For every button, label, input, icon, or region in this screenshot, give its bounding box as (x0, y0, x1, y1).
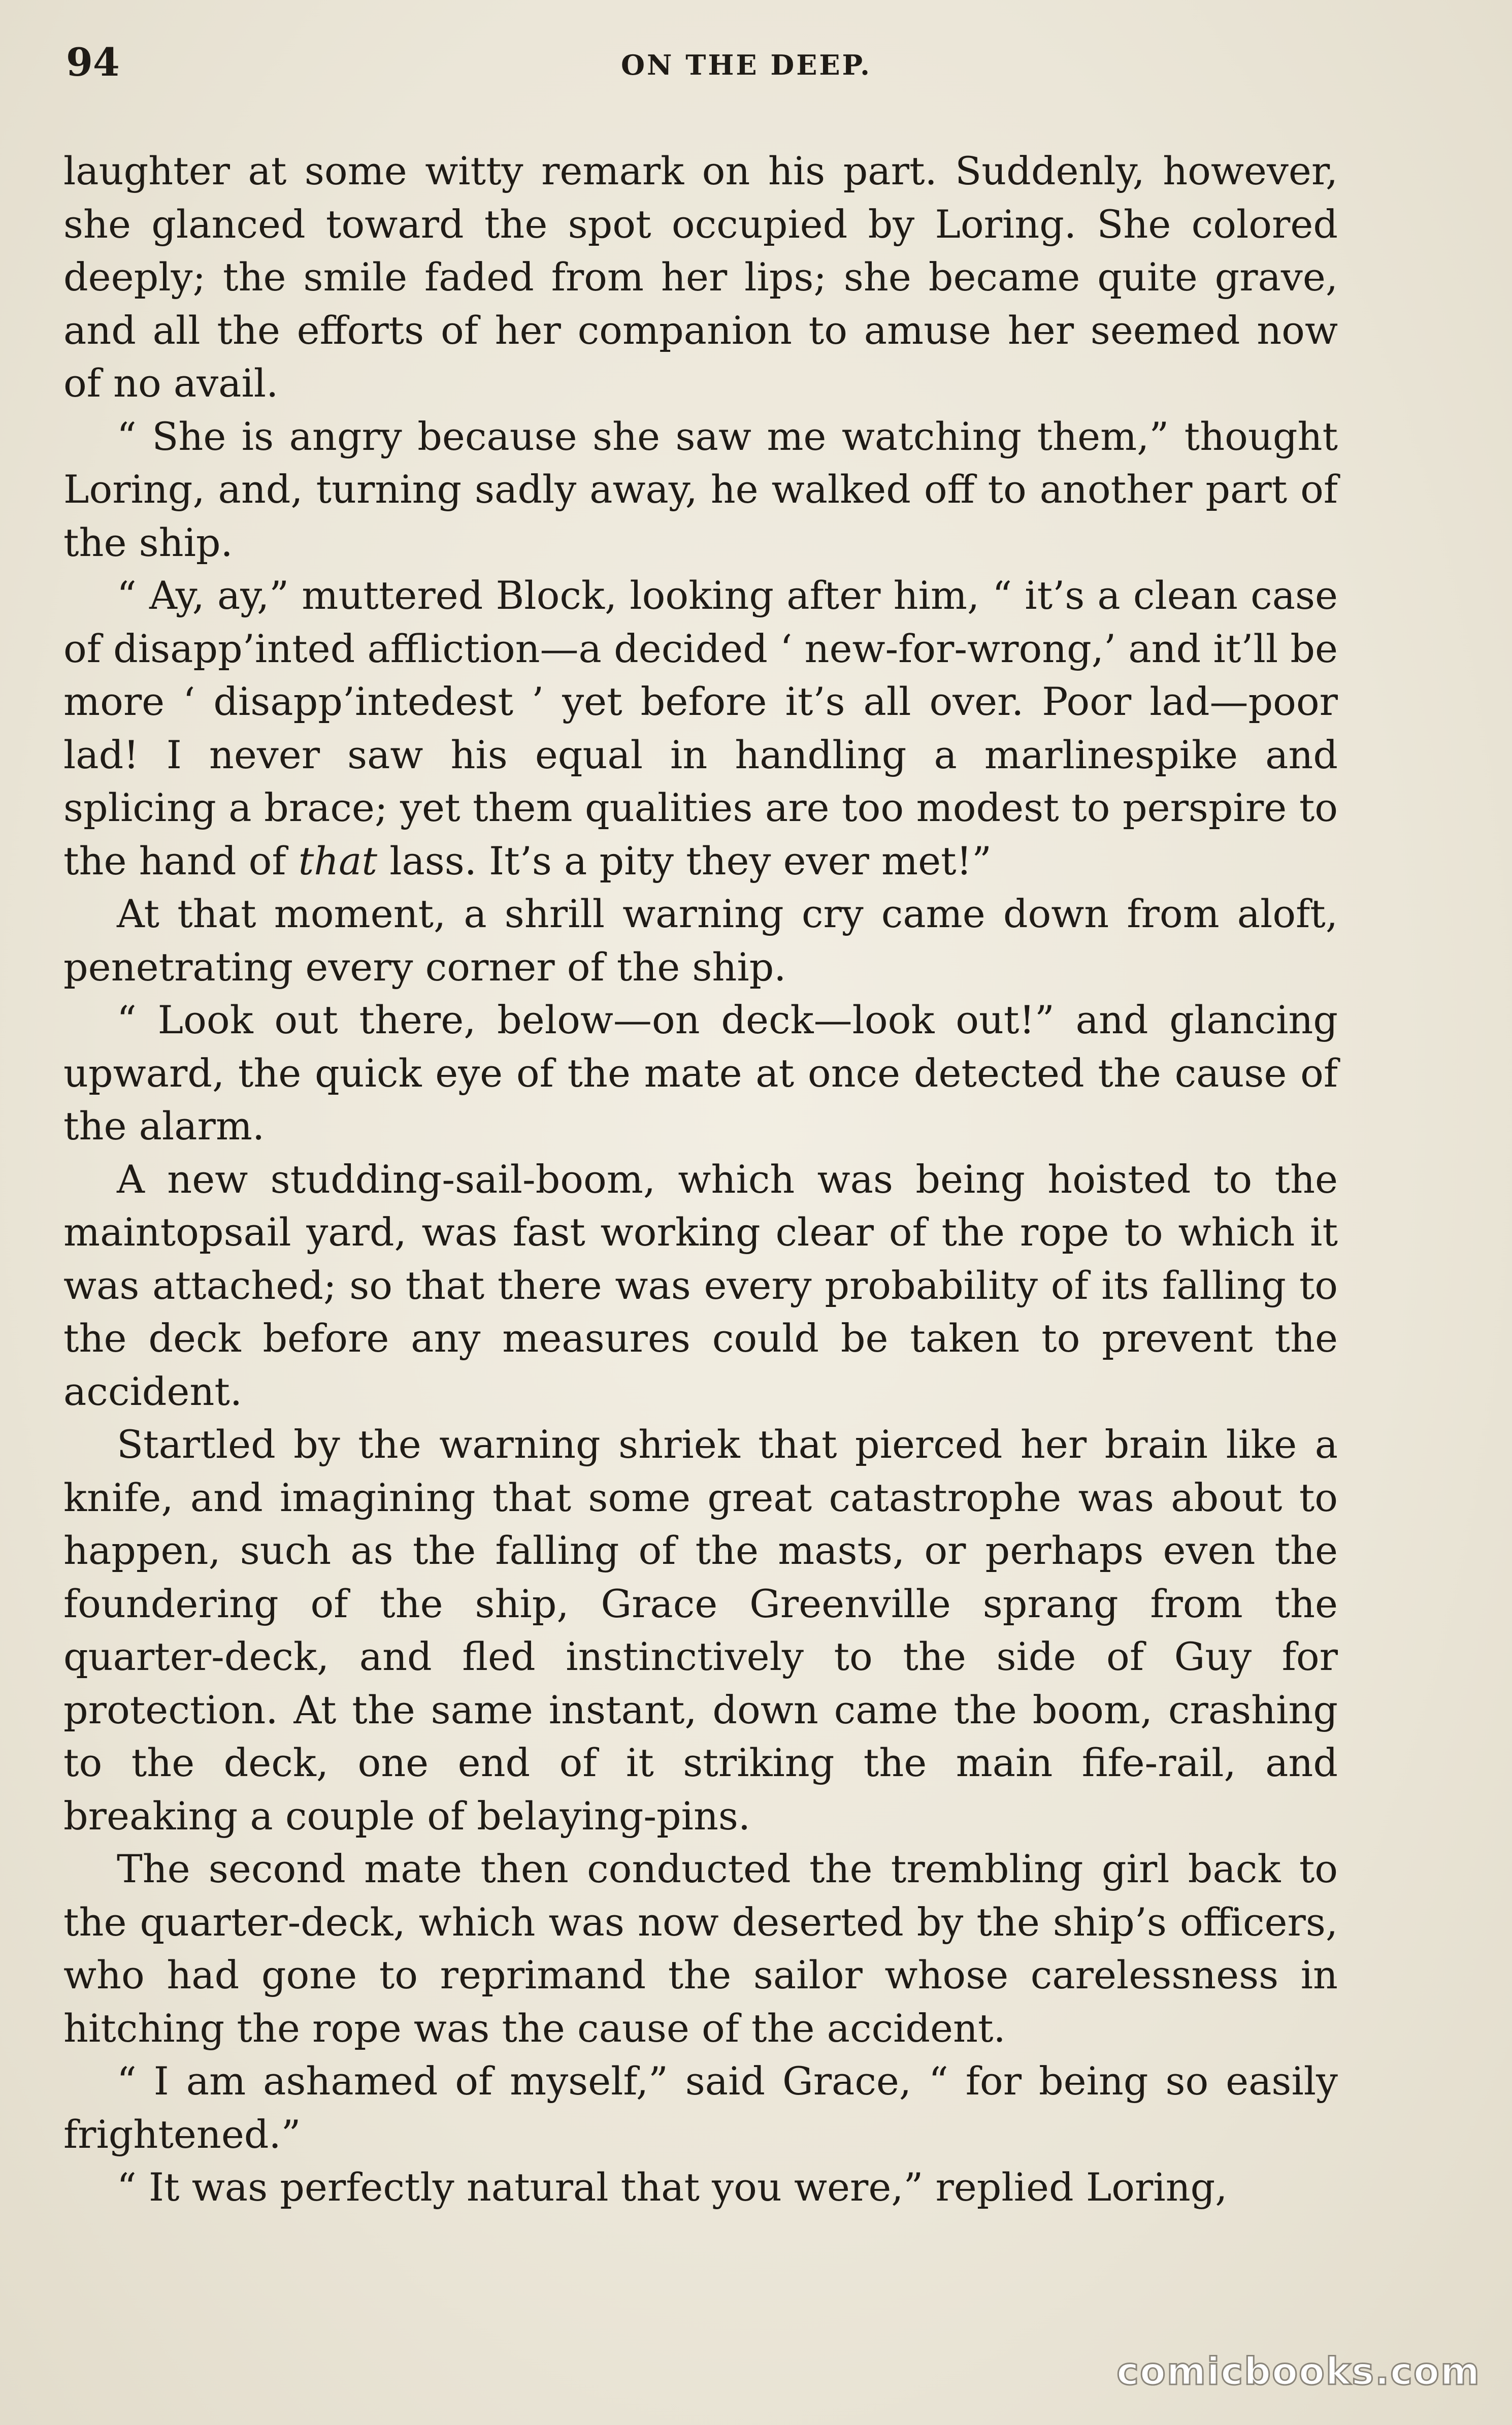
emphasis-that: that (298, 838, 378, 883)
paragraph-10: “ It was perfectly natural that you were,” replied Loring, (117, 2165, 1228, 2210)
paragraph-6: A new studding-sail-boom, which was being hoisted to the maintopsail yard, was fast working clear of the rope to which it was attached; so that there was every probability of its falling to the deck before any measures could be taken to prevent the accident. (63, 1156, 1338, 1414)
paragraph-3-part-2: lass. It’s a pity they ever met!” (377, 838, 992, 883)
paragraph-8: The second mate then conducted the trembling girl back to the quarter-deck, which was now deserted by the ship’s officers, who had gone to reprimand the sailor whose carelessness in hitching the rope was the cause of the accident. (63, 1846, 1338, 2051)
paragraph-7: Startled by the warning shriek that pierced her brain like a knife, and imagining that some great catastrophe was about to happen, such as the falling of the masts, or perhaps even the foundering of the ship, Grace Greenville sprang from the quarter-deck, and fled instinctively to the side of Guy for protection. At the same instant, down came the boom, crashing to the deck, one end of it striking the main fife-rail, and breaking a couple of belaying-pins. (63, 1422, 1338, 1839)
running-head: ON THE DEEP. (621, 49, 872, 81)
page-number: 94 (66, 40, 120, 85)
paragraph-4: At that moment, a shrill warning cry came down from aloft, penetrating every corner of the ship. (63, 891, 1338, 990)
paragraph-1: laughter at some witty remark on his part. Suddenly, however, she glanced toward the spot occupied by Loring. She colored deeply; the smile faded from her lips; she became quite grave, and all the efforts of her companion to amuse her seemed now of no avail. (63, 148, 1338, 406)
page-header (66, 40, 1335, 95)
paragraph-3-part-1: “ Ay, ay,” muttered Block, looking after him, “ it’s a clean case of disapp’inted affliction—a decided ‘ new-for-wrong,’ and it’ll be more ‘ disapp’intedest ’ yet before it’s all over. Poor lad—poor lad! I never saw his equal in handling a marlinespike and splicing a brace; yet them qualities are too modest to perspire to the hand of (63, 573, 1338, 883)
paragraph-9: “ I am ashamed of myself,” said Grace, “ for being so easily frightened.” (63, 2058, 1338, 2157)
paragraph-2: “ She is angry because she saw me watching them,” thought Loring, and, turning sadly away, he walked off to another part of the ship. (63, 413, 1338, 565)
paragraph-3 (63, 569, 1338, 888)
watermark: comicbooks.com (1116, 2350, 1481, 2394)
body-text (63, 145, 1338, 2214)
paragraph-5: “ Look out there, below—on deck—look out!” and glancing upward, the quick eye of the mate at once detected the cause of the alarm. (63, 997, 1338, 1149)
